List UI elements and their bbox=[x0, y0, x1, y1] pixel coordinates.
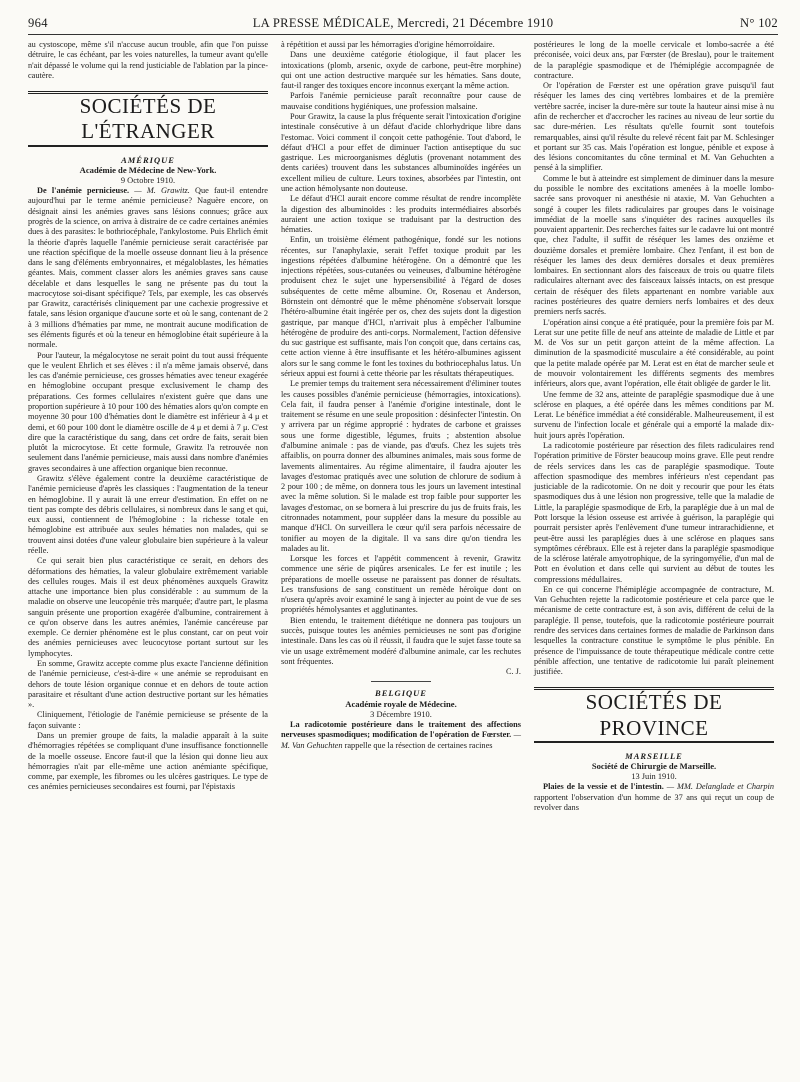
article-lead-paragraph bbox=[534, 782, 774, 813]
article-author: — M. Van Gehuchten bbox=[281, 730, 522, 750]
country-heading: BELGIQUE bbox=[375, 688, 427, 699]
section-title-etranger: SOCIÉTÉS DE L'ÉTRANGER bbox=[79, 94, 217, 144]
paragraph: En somme, Grawitz accepte comme plus exacte l'ancienne définition de l'anémie pernicieuse, c'est-à-dire « une anémie se reproduisant en dehors de toute lésion organique connue et en dehors de toute action parasitaire et résultant d'une action destructive portant sur les hématies ». bbox=[28, 659, 268, 710]
paragraph: au cystoscope, même s'il n'accuse aucun trouble, afin que l'on puisse détruire, le cas échéant, par les voies naturelles, la tumeur avant qu'elle n'ait dépassé le volume qui la rend justiciable de l'ablation par la pince-cautère. bbox=[28, 40, 268, 80]
article-author: — M. Grawitz. bbox=[129, 186, 190, 196]
section-rule-bottom bbox=[534, 741, 774, 743]
paragraph: Dans un premier groupe de faits, la maladie apparaît à la suite d'hémorragies répétées se compliquant d'une insuffisance fonctionnelle de la moelle osseuse. Encore faut-il que la lésion qui donne lieu aux hémorragies n'ait par elle-même une action anémiante spécifique, comme, par exemple, les fibromes ou les ulcères gastriques. Le type de ces anémies pernicieuses secondaires est fourni, par l'épistaxis bbox=[28, 731, 268, 792]
running-title: LA PRESSE MÉDICALE, Mercredi, 21 Décembre 1910 bbox=[252, 16, 554, 30]
academy-heading: Académie royale de Médecine. bbox=[345, 698, 457, 709]
paragraph: Enfin, un troisième élément pathogénique, fondé sur les notions récentes, sur l'anaphylaxie, serait l'effet toxique produit par les ingestions répétées d'albumine hétérogène. On a démontré que les injections répétées, sous-cutanées ou veineuses, d'albumine hétérogène produisent chez le sujet une hypersensibilité à l'égard de doses subséquentes de cette même albumine. Or, Rosenau et Anderson, Börnstein ont démontré que le même phénomène s'observait lorsque l'hétéro-albumine était ingérée per os, chez des sujets dont la digestion gastrique, par manque d'HCl, n'arrivait plus à empêcher l'albumine hétérogène de produire des anti-corps. Normalement, l'action défensive du suc gastrique est suffisante, mais l'on conçoit que, dans certains cas, cette action vienne à être insuffisante et les hétéro-albumines agissent alors sur le sang comme le font les toxines du bothriocephalus latus. Un sérieux appui est fourni à cette théorie par les résultats thérapeutiques. bbox=[281, 235, 521, 378]
article-text: rappelle que la résection de certaines racines bbox=[342, 740, 493, 750]
paragraph: L'opération ainsi conçue a été pratiquée, pour la première fois par M. Lerat sur une petite fille de neuf ans atteinte de maladie de Little et par M. de Vos sur un petit garçon atteint de la même affection. La diminution de la spasmodicité musculaire a été considérable, au point que la petite malade opérée par M. Lerat est en état de marcher seule et de mouvoir volontairement les différents segments des membres inférieurs, alors que, avant l'opération, elle était obligée de garder le lit. bbox=[534, 317, 774, 389]
column-3 bbox=[534, 40, 774, 813]
paragraph: à répétition et aussi par les hémorragies d'origine hémorroïdaire. bbox=[281, 40, 495, 49]
paragraph: Or l'opération de Fœrster est une opération grave puisqu'il faut réséquer les lames des cinq vertèbres lombaires et de la première vertèbre sacrée, inciser la dure-mère sur toute la hauteur ainsi mise à nu afin de rechercher et d'accrocher les racines au niveau de leur sortie du sac dure-mérien. Les résultats qu'elle fournit sont toutefois remarquables, ainsi qu'il résulte du relevé récent fait par M. Schlesinger et portant sur 35 cas. Mais l'opération est longue, pénible et expose à des lésions concomitantes du cône terminal et M. Van Gehuchten a pensé à la simplifier. bbox=[534, 81, 774, 173]
paragraph: postérieures le long de la moelle cervicale et lombo-sacrée a été préconisée, voici deux ans, par Fœrster (de Breslau), pour le traitement de la paraplégie spasmodique et de l'hémiplégie accompagnée de contracture. bbox=[534, 40, 774, 80]
article-title: Plaies de la vessie et de l'intestin. bbox=[543, 782, 664, 792]
session-date: 3 Décembre 1910. bbox=[370, 709, 432, 719]
academy-heading: Académie de Médecine de New-York. bbox=[79, 165, 217, 176]
paragraph: Grawitz s'élève également contre la deuxième caractéristique de l'anémie pernicieuse d'après les classiques : l'augmentation de la teneur en hémoglobine. Il y aurait là une erreur d'estimation. En effet on ne tient pas compte des débris cellulaires, si nombreux dans le sang et qui, eux aussi, contiennent de l'hémoglobine : la richesse totale en hémoglobine est attribuée aux seules hématies non malades, qui se trouvent ainsi dotées d'une valeur globulaire bien supérieure à la valeur réelle. bbox=[28, 473, 268, 555]
city-heading: MARSEILLE bbox=[625, 750, 683, 761]
paragraph: Une femme de 32 ans, atteinte de paraplégie spasmodique due à une sclérose en plaques, a été opérée dans les mêmes conditions par M. Lerat. Le bénéfice immédiat a été considérable. Malheureusement, il est survenu de l'infection locale et générale qui a emporté la malade dix-huit jours après l'opération. bbox=[534, 389, 774, 440]
page-number: 964 bbox=[28, 16, 48, 30]
running-header bbox=[28, 16, 778, 34]
paragraph: Le premier temps du traitement sera nécessairement d'éliminer toutes les causes possibles d'anémie pernicieuse (hémorragies, intoxications). Cela fait, il faudra penser à l'anémie d'origine intestinale, dont le traitement se résume en une seule proposition : désinfecter l'intestin. On y arrivera par un régime approprié : hydrates de carbone et graisses sous une forme digestible, légumes, fruits ; abstention absolue d'albumine animale : pas de viande, pas d'œufs. Chez les sujets très affaiblis, on pourra donner des albumines animales, mais sous forme de lavements alimentaires. Au régime alimentaire, il faudra ajouter les lavages d'estomac pratiqués avec une solution de chlorure de sodium à 2 pour 100 ; de même, on donnera tous les jours un lavement intestinal avec la même solution. Si le malade est trop faible pour supporter les lavages d'estomac, on se bornera à lui prescrire du jus de fruits frais, les citronnades notamment, pour suppléer dans la mesure du possible au manque d'HCl. On surveillera le cœur qu'il sera parfois nécessaire de tonifier au moyen de la digitale. Il va sans dire qu'on tiendra les malades au lit. bbox=[281, 379, 521, 553]
paragraph: Comme le but à atteindre est simplement de diminuer dans la mesure du possible le nombre des excitations amenées à la moelle lombo-sacrée sans provoquer ni anesthésie ni ataxie, M. Van Gehuchten a songé à couper les filets radiculaires par groupes dans le voisinage immédiat de la moelle sans s'inquiéter des racines auxquelles ils pouvaient appartenir. Des recherches faites sur le cadavre lui ont montré que, chez l'adulte, il suffit de réséquer les lames des onzième et douzième dorsales et première lombaire. Chez l'enfant, il est bon de réséquer les lames des deux dernières dorsales et deux premières lombaires. En sectionnant alors des faisceaux de trois ou quatre filets radiculaires alternant avec des faisceaux laissés intacts, on est presque certain de réséquer des filets appartenant en nombre variable aux racines postérieures des quatre derniers nerfs lombaires et des deux premiers nerfs sacrés. bbox=[534, 173, 774, 317]
author-signature: C. J. bbox=[506, 667, 521, 677]
article-text: rapportent l'observation d'un homme de 37 ans qui reçut un coup de revolver dans bbox=[534, 792, 774, 812]
column-1 bbox=[28, 40, 268, 793]
column-2 bbox=[281, 40, 521, 751]
paragraph: Le défaut d'HCl aurait encore comme résultat de rendre incomplète la digestion des albuminoïdes : les produits intermédiaires absorbés auraient une action toxique se traduisant par la destruction des hématies. bbox=[281, 194, 521, 235]
country-heading: AMÉRIQUE bbox=[121, 154, 175, 165]
article-lead-paragraph bbox=[28, 186, 268, 351]
article-title: De l'anémie pernicieuse. bbox=[37, 186, 130, 196]
paragraph: Dans une deuxième catégorie étiologique, il faut placer les intoxications (plomb, arsenic, oxyde de carbone, peut-être morphine) qui ont une action destructive marquée sur les hématies. Sans doute, faut-il ranger des toxiques encore inconnus exerçant la même action. bbox=[281, 50, 521, 91]
paragraph: Ce qui serait bien plus caractéristique ce serait, en dehors des déformations des hématies, la valeur globulaire extrêmement variable des cellules rouges. Mais il est deux phénomènes auxquels Grawitz attache une importance bien plus considérable : au summum de la maladie on observe une leucopénie très marquée; d'autre part, le plasma sanguin présente une proportion exagérée d'albumine, contrairement à ce qu'on observe dans les autres anémies, l'anémie cancéreuse par exemple. Ce dernier phénomène est le plus constant, car on peut voir des anémies pernicieuses avec leucocytose portant surtout sur les lymphocytes. bbox=[28, 556, 268, 658]
section-rule-bottom bbox=[28, 145, 268, 147]
paragraph: Parfois l'anémie pernicieuse paraît reconnaître pour cause de mauvaise conditions hygiéniques, une profession malsaine. bbox=[281, 91, 521, 111]
section-title-province: SOCIÉTÉS DE PROVINCE bbox=[585, 690, 723, 740]
divider bbox=[371, 681, 431, 682]
issue-number: N° 102 bbox=[740, 16, 778, 30]
article-text: Que faut-il entendre aujourd'hui par le terme anémie pernicieuse? Naguère encore, on désignait ainsi les anémies graves sans lésions connues; grâce aux progrès de la science, on arriva à distraire de ce cadre certaines anémies dues à des parasites: le bothriocéphale, l'ankylostome. Puis Ehrlich émit la théorie d'après laquelle l'anémie pernicieuse serait caractérisée par une réaction spécifique de la moelle osseuse donnant lieu à la présence dans le sang d'éléments embryonnaires, et mégaloblastes, les hématies géantes. Mais, comment classer alors les anémies graves sans cause décelable et dans lesquelles le sang ne présente pas du tout la macrocytose soi-disant spécifique? Tels, par exemple, les cas observés par Grawitz, caractérisés cliniquement par une cachexie progressive et fatale, sans lésion organique d'aucune sorte et où le sang, contenant de 2 à 3 millions d'hématies par mme, ne montrait aucune modification de ses éléments figurés et où la teneur en hémoglobine était supérieure à la normale. bbox=[28, 186, 268, 350]
session-date: 13 Juin 1910. bbox=[631, 772, 677, 781]
paragraph: Pour Grawitz, la cause la plus fréquente serait l'intoxication d'origine intestinale consécutive à un défaut d'acide chlorhydrique libre dans l'estomac. Voici comment il conçoit cette pathogénie. Tout d'abord, le défaut d'HCl a pour effet de diminuer l'action antiseptique du suc gastrique. Les microorganismes déglutis (provenant notamment des dents cariées) trouvent dans les substances albuminoïdes ingérées un excellent milieu de culture. Leurs toxines, absorbées par l'intestin, ont une action hémolysante non douteuse. bbox=[281, 111, 521, 193]
header-rule bbox=[28, 34, 778, 35]
paragraph: Pour l'auteur, la mégalocytose ne serait point du tout aussi fréquente que le veulent Ehrlich et ses élèves : il n'a même jamais observé, dans les cas d'anémie pernicieuse, ces grosses hématies avec teneur exagérée en hémoglobine occupant presque exclusivement le champ des préparations. Ces formes cellulaires n'existent guère que dans une proportion supérieure à 10 pour 100 des hématies alors qu'on compte en moyenne 30 pour 100 d'hématies dont le diamètre est inférieur à 4 μ et demi, et 60 pour 100 dont le diamètre oscille de 4 μ et demi à 7 μ. C'est dire que la caractéristique du sang, dans cet ordre de faits, serait bien plutôt la microcytose. Et cette formule, Grawitz l'a retrouvée non seulement dans l'anémie pernicieuse, mais aussi dans nombre d'anémies graves secondaires à une affection organique bien reconnue. bbox=[28, 350, 268, 473]
session-date: 9 Octobre 1910. bbox=[120, 175, 176, 185]
society-heading: Société de Chirurgie de Marseille. bbox=[591, 761, 717, 772]
paragraph: En ce qui concerne l'hémiplégie accompagnée de contracture, M. Van Gehuchten rejette la radicotomie postérieure et cela parce que le mécanisme de cette contracture est, à son avis, différent de celui de la paraplégie. Il pense, toutefois, que la radicotomie postérieure pourrait rendre des services dans certaines formes de maladie de Parkinson dans lesquelles la contracture constitue le symptôme le plus pénible. En présence de l'impuissance de toute thérapeutique médicale contre cette pénible affection, une tentative de radicotomie lui paraît pleinement justifiée. bbox=[534, 584, 774, 677]
paragraph: Cliniquement, l'étiologie de l'anémie pernicieuse se présente de la façon suivante : bbox=[28, 710, 268, 730]
paragraph: Bien entendu, le traitement diététique ne donnera pas toujours un succès, puisque toutes les anémies pernicieuses ne sont pas d'origine intestinale. Dans les cas où il réussit, il faudra que le sujet fasse toute sa vie un usage extrêmement modéré d'albumine animale, car les rechutes sont fréquentes. bbox=[281, 615, 521, 666]
article-authors: — MM. Delanglade et Charpin bbox=[663, 782, 774, 792]
article-lead-paragraph bbox=[281, 720, 521, 751]
paragraph: Lorsque les forces et l'appétit commencent à revenir, Grawitz commence une série de piqûres arsenicales. Le fer est inutile ; les préparations de moelle osseuse ne paraissent pas donner de résultats. Les transfusions de sang constituent un remède héroïque dont on n'userа qu'après avoir examiné le sang à injecter au point de vue de ses propriétés hémolysantes et agglutinantes. bbox=[281, 554, 521, 615]
article-title: La radicotomie postérieure dans le traitement des affections nerveuses spasmodiques; modification de l'opération de Fœrster. bbox=[281, 720, 521, 740]
paragraph: La radicotomie postérieure par résection des filets radiculaires rend l'opération primitive de Förster beaucoup moins grave. Elle peut rendre de réels services dans les cas de paraplégie spasmodique. Toute affection spasmodique des membres inférieurs n'est cependant pas justiciable de la radicotomie. On ne doit y recourir que pour les états spasmodiques dus à une lésion non progressive, telle que la maladie de Little, la paraplégie spasmodique de Erb, la paraplégie due à un mal de Pott lorsque la lésion osseuse est arrivée à guérison, la paraplégie qui pourrait persister après l'enlèvement d'une tumeur intrarachidienne, et peut-être aussi les paraplégies dues à une sclérose en plaques sans symptômes cérébraux. Elle est à rejeter dans la paraplégie spasmodique de la sclérose latérale amyotrophique, de la syringomyélie, d'un mal de Pott en évolution et dans celle qui survient au début de toutes les compressions médullaires. bbox=[534, 440, 774, 584]
